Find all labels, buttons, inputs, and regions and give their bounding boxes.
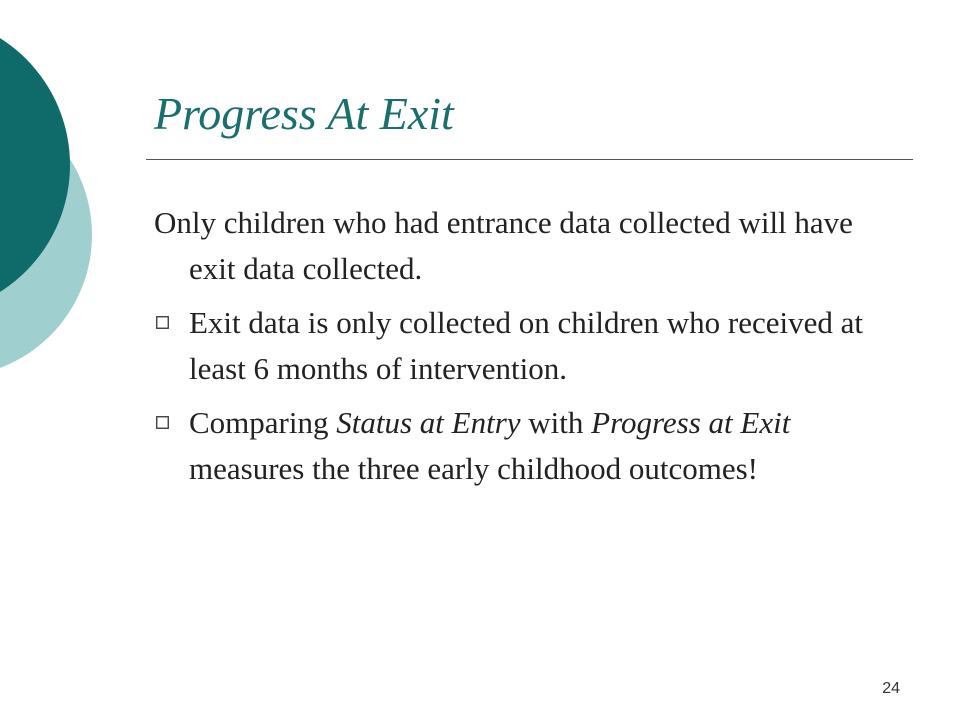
- intro-paragraph: Only children who had entrance data collected will have exit data collected.: [154, 205, 853, 286]
- bullet-item: [154, 400, 894, 492]
- hollow-square-bullet-icon: [156, 316, 169, 329]
- slide-title: Progress At Exit: [154, 88, 454, 139]
- bullet-text: [189, 405, 790, 486]
- page-number: 24: [882, 680, 900, 697]
- title-divider: [146, 159, 913, 160]
- bullet-text: Exit data is only collected on children who received at least 6 months of intervention.: [189, 305, 864, 386]
- decorative-circles: [0, 0, 120, 400]
- hollow-square-bullet-icon: [156, 416, 169, 429]
- text-segment: Comparing: [189, 405, 337, 440]
- bullet-item: [154, 300, 894, 392]
- slide-body: [154, 200, 894, 500]
- italic-phrase-status: Status at Entry: [336, 405, 521, 440]
- text-segment: measures the three early childhood outcomes!: [189, 451, 758, 486]
- text-segment: with: [520, 405, 592, 440]
- italic-phrase-progress: Progress at Exit: [591, 405, 791, 440]
